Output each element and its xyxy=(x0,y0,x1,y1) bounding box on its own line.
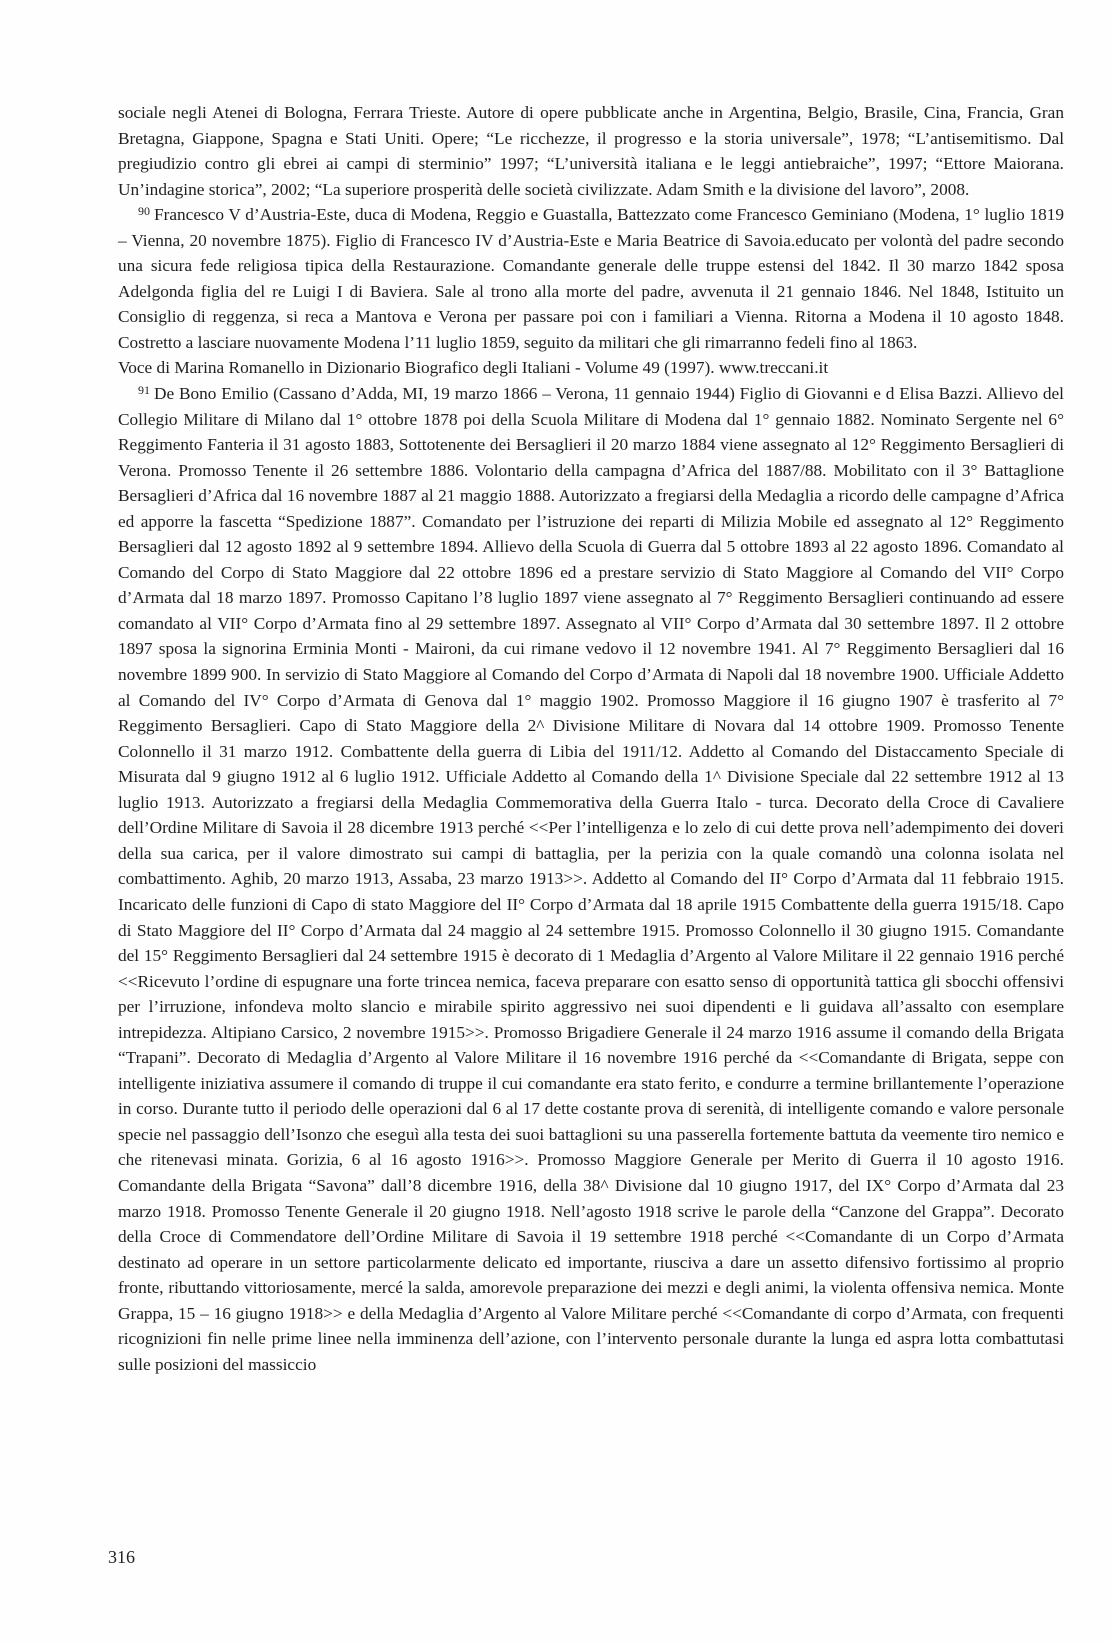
footnote-text: Francesco V d’Austria-Este, duca di Modena, Reggio e Guastalla, Battezzato come Francesco Geminiano (Modena, 1° luglio 1819 – Vienna, 20 novembre 1875). Figlio di Francesco IV d’Austria-Este e Maria Beatrice di Savoia.educato per volontà del padre secondo una sicura fede religiosa tipica della Restaurazione. Comandante generale delle truppe estensi del 1842. Il 30 marzo 1842 sposa Adelgonda figlia del re Luigi I di Baviera. Sale al trono alla morte del padre, avvenuta il 21 gennaio 1846. Nel 1848, Istituito un Consiglio di reggenza, si reca a Mantova e Verona per passare poi con i familiari a Vienna. Ritorna a Modena il 10 agosto 1848. Costretto a lasciare nuovamente Modena l’11 luglio 1859, seguito da militari che gli rimarranno fedeli fino al 1863. xyxy=(118,205,1064,352)
footnote-91 xyxy=(118,381,1064,1377)
footnotes-text xyxy=(118,100,1064,1377)
footnote-text: De Bono Emilio (Cassano d’Adda, MI, 19 marzo 1866 – Verona, 11 gennaio 1944) Figlio di Giovanni e d Elisa Bazzi. Allievo del Collegio Militare di Milano dal 1° ottobre 1878 poi della Scuola Militare di Modena dal 1° gennaio 1882. Nominato Sergente nel 6° Reggimento Fanteria il 31 agosto 1883, Sottotenente dei Bersaglieri il 20 marzo 1884 viene assegnato al 12° Reggimento Bersaglieri di Verona. Promosso Tenente il 26 settembre 1886. Volontario della campagna d’Africa del 1887/88. Mobilitato con il 3° Battaglione Bersaglieri d’Africa dal 16 novembre 1887 al 21 maggio 1888. Autorizzato a fregiarsi della Medaglia a ricordo delle campagne d’Africa ed apporre la fascetta “Spedizione 1887”. Comandato per l’istruzione dei reparti di Milizia Mobile ed assegnato al 12° Reggimento Bersaglieri dal 12 agosto 1892 al 9 settembre 1894. Allievo della Scuola di Guerra dal 5 ottobre 1893 al 22 agosto 1896. Comandato al Comando del Corpo di Stato Maggiore dal 22 ottobre 1896 ed a prestare servizio di Stato Maggiore al Comando del VII° Corpo d’Armata dal 18 marzo 1897. Promosso Capitano l’8 luglio 1897 viene assegnato al 7° Reggimento Bersaglieri continuando ad essere comandato al VII° Corpo d’Armata fino al 29 settembre 1897. Assegnato al VII° Corpo d’Armata dal 30 settembre 1897. Il 2 ottobre 1897 sposa la signorina Erminia Monti - Maironi, da cui rimane vedovo il 12 novembre 1941. Al 7° Reggimento Bersaglieri dal 16 novembre 1899 900. In servizio di Stato Maggiore al Comando del Corpo d’Armata di Napoli dal 18 novembre 1900. Ufficiale Addetto al Comando del IV° Corpo d’Armata di Genova dal 1° maggio 1902. Promosso Maggiore il 16 giugno 1907 è trasferito al 7° Reggimento Bersaglieri. Capo di Stato Maggiore della 2^ Divisione Militare di Novara dal 14 ottobre 1909. Promosso Tenente Colonnello il 31 marzo 1912. Combattente della guerra di Libia del 1911/12. Addetto al Comando del Distaccamento Speciale di Misurata dal 9 giugno 1912 al 6 luglio 1912. Ufficiale Addetto al Comando della 1^ Divisione Speciale dal 22 settembre 1912 al 13 luglio 1913. Autorizzato a fregiarsi della Medaglia Commemorativa della Guerra Italo - turca. Decorato della Croce di Cavaliere dell’Ordine Militare di Savoia il 28 dicembre 1913 perché <<Per l’intelligenza e lo zelo di cui dette prova nell’adempimento dei doveri della sua carica, per il valore dimostrato sui campi di battaglia, per la perizia con la quale comandò una colonna isolata nel combattimento. Aghib, 20 marzo 1913, Assaba, 23 marzo 1913>>. Addetto al Comando del II° Corpo d’Armata dal 11 febbraio 1915. Incaricato delle funzioni di Capo di stato Maggiore del II° Corpo d’Armata dal 18 aprile 1915 Combattente della guerra 1915/18. Capo di Stato Maggiore del II° Corpo d’Armata dal 24 maggio al 24 settembre 1915. Promosso Colonnello il 30 giugno 1915. Comandante del 15° Reggimento Bersaglieri dal 24 settembre 1915 è decorato di 1 Medaglia d’Argento al Valore Militare il 22 gennaio 1916 perché <<Ricevuto l’ordine di espugnare una forte trincea nemica, faceva preparare con esatto senso di opportunità tattica gli sbocchi offensivi per l’irruzione, infondeva molto slancio e mirabile spirito aggressivo nei suoi dipendenti e li guidava all’assalto con esemplare intrepidezza. Altipiano Carsico, 2 novembre 1915>>. Promosso Brigadiere Generale il 24 marzo 1916 assume il comando della Brigata “Trapani”. Decorato di Medaglia d’Argento al Valore Militare il 16 novembre 1916 perché da <<Comandante di Brigata, seppe con intelligente iniziativa assumere il comando di truppe il cui comandante era stato ferito, e condurre a termine brillantemente l’operazione in corso. Durante tutto il periodo delle operazioni dal 6 al 17 dette costante prova di serenità, di intelligente comando e valore personale specie nel passaggio dell’Isonzo che eseguì alla testa dei suoi battaglioni su una passerella fortemente battuta da veemente tiro nemico e che ritenevasi minata. Gorizia, 6 al 16 agosto 1916>>. Promosso Maggiore Generale per Merito di Guerra il 10 agosto 1916. Comandante della Brigata “Savona” dall’8 dicembre 1916, della 38^ Divisione dal 10 giugno 1917, del IX° Corpo d’Armata dal 23 marzo 1918. Promosso Tenente Generale il 20 giugno 1918. Nell’agosto 1918 scrive le parole della “Canzone del Grappa”. Decorato della Croce di Commendatore dell’Ordine Militare di Savoia il 19 settembre 1918 perché <<Comandante di un Corpo d’Armata destinato ad operare in un settore particolarmente delicato ed importante, riusciva a dare un assetto difensivo fortissimo al proprio fronte, ributtando vittoriosamente, mercé la salda, amorevole preparazione dei mezzi e degli animi, la violenta offensiva nemica. Monte Grappa, 15 – 16 giugno 1918>> e della Medaglia d’Argento al Valore Militare perché <<Comandante di corpo d’Armata, con frequenti ricognizioni fin nelle prime linee nella imminenza dell’azione, con l’intervento personale durante la lunga ed aspra lotta combattutasi sulle posizioni del massiccio xyxy=(118,384,1064,1374)
footnote-90-source: Voce di Marina Romanello in Dizionario Biografico degli Italiani - Volume 49 (1997). www.treccani.it xyxy=(118,358,829,378)
footnote-number: 91 xyxy=(138,383,150,398)
page-number: 316 xyxy=(108,1547,135,1567)
footnote-90 xyxy=(118,202,1064,355)
continuation-paragraph: sociale negli Atenei di Bologna, Ferrara Trieste. Autore di opere pubblicate anche in Argentina, Belgio, Brasile, Cina, Francia, Gran Bretagna, Giappone, Spagna e Stati Uniti. Opere; “Le ricchezze, il progresso e la storia universale”, 1978; “L’antisemitismo. Dal pregiudizio contro gli ebrei ai campi di sterminio” 1997; “L’università italiana e le leggi antiebraiche”, 1997; “Ettore Maiorana. Un’indagine storica”, 2002; “La superiore prosperità delle società civilizzate. Adam Smith e la divisione del lavoro”, 2008. xyxy=(118,103,1064,199)
footnote-number: 90 xyxy=(138,204,150,219)
